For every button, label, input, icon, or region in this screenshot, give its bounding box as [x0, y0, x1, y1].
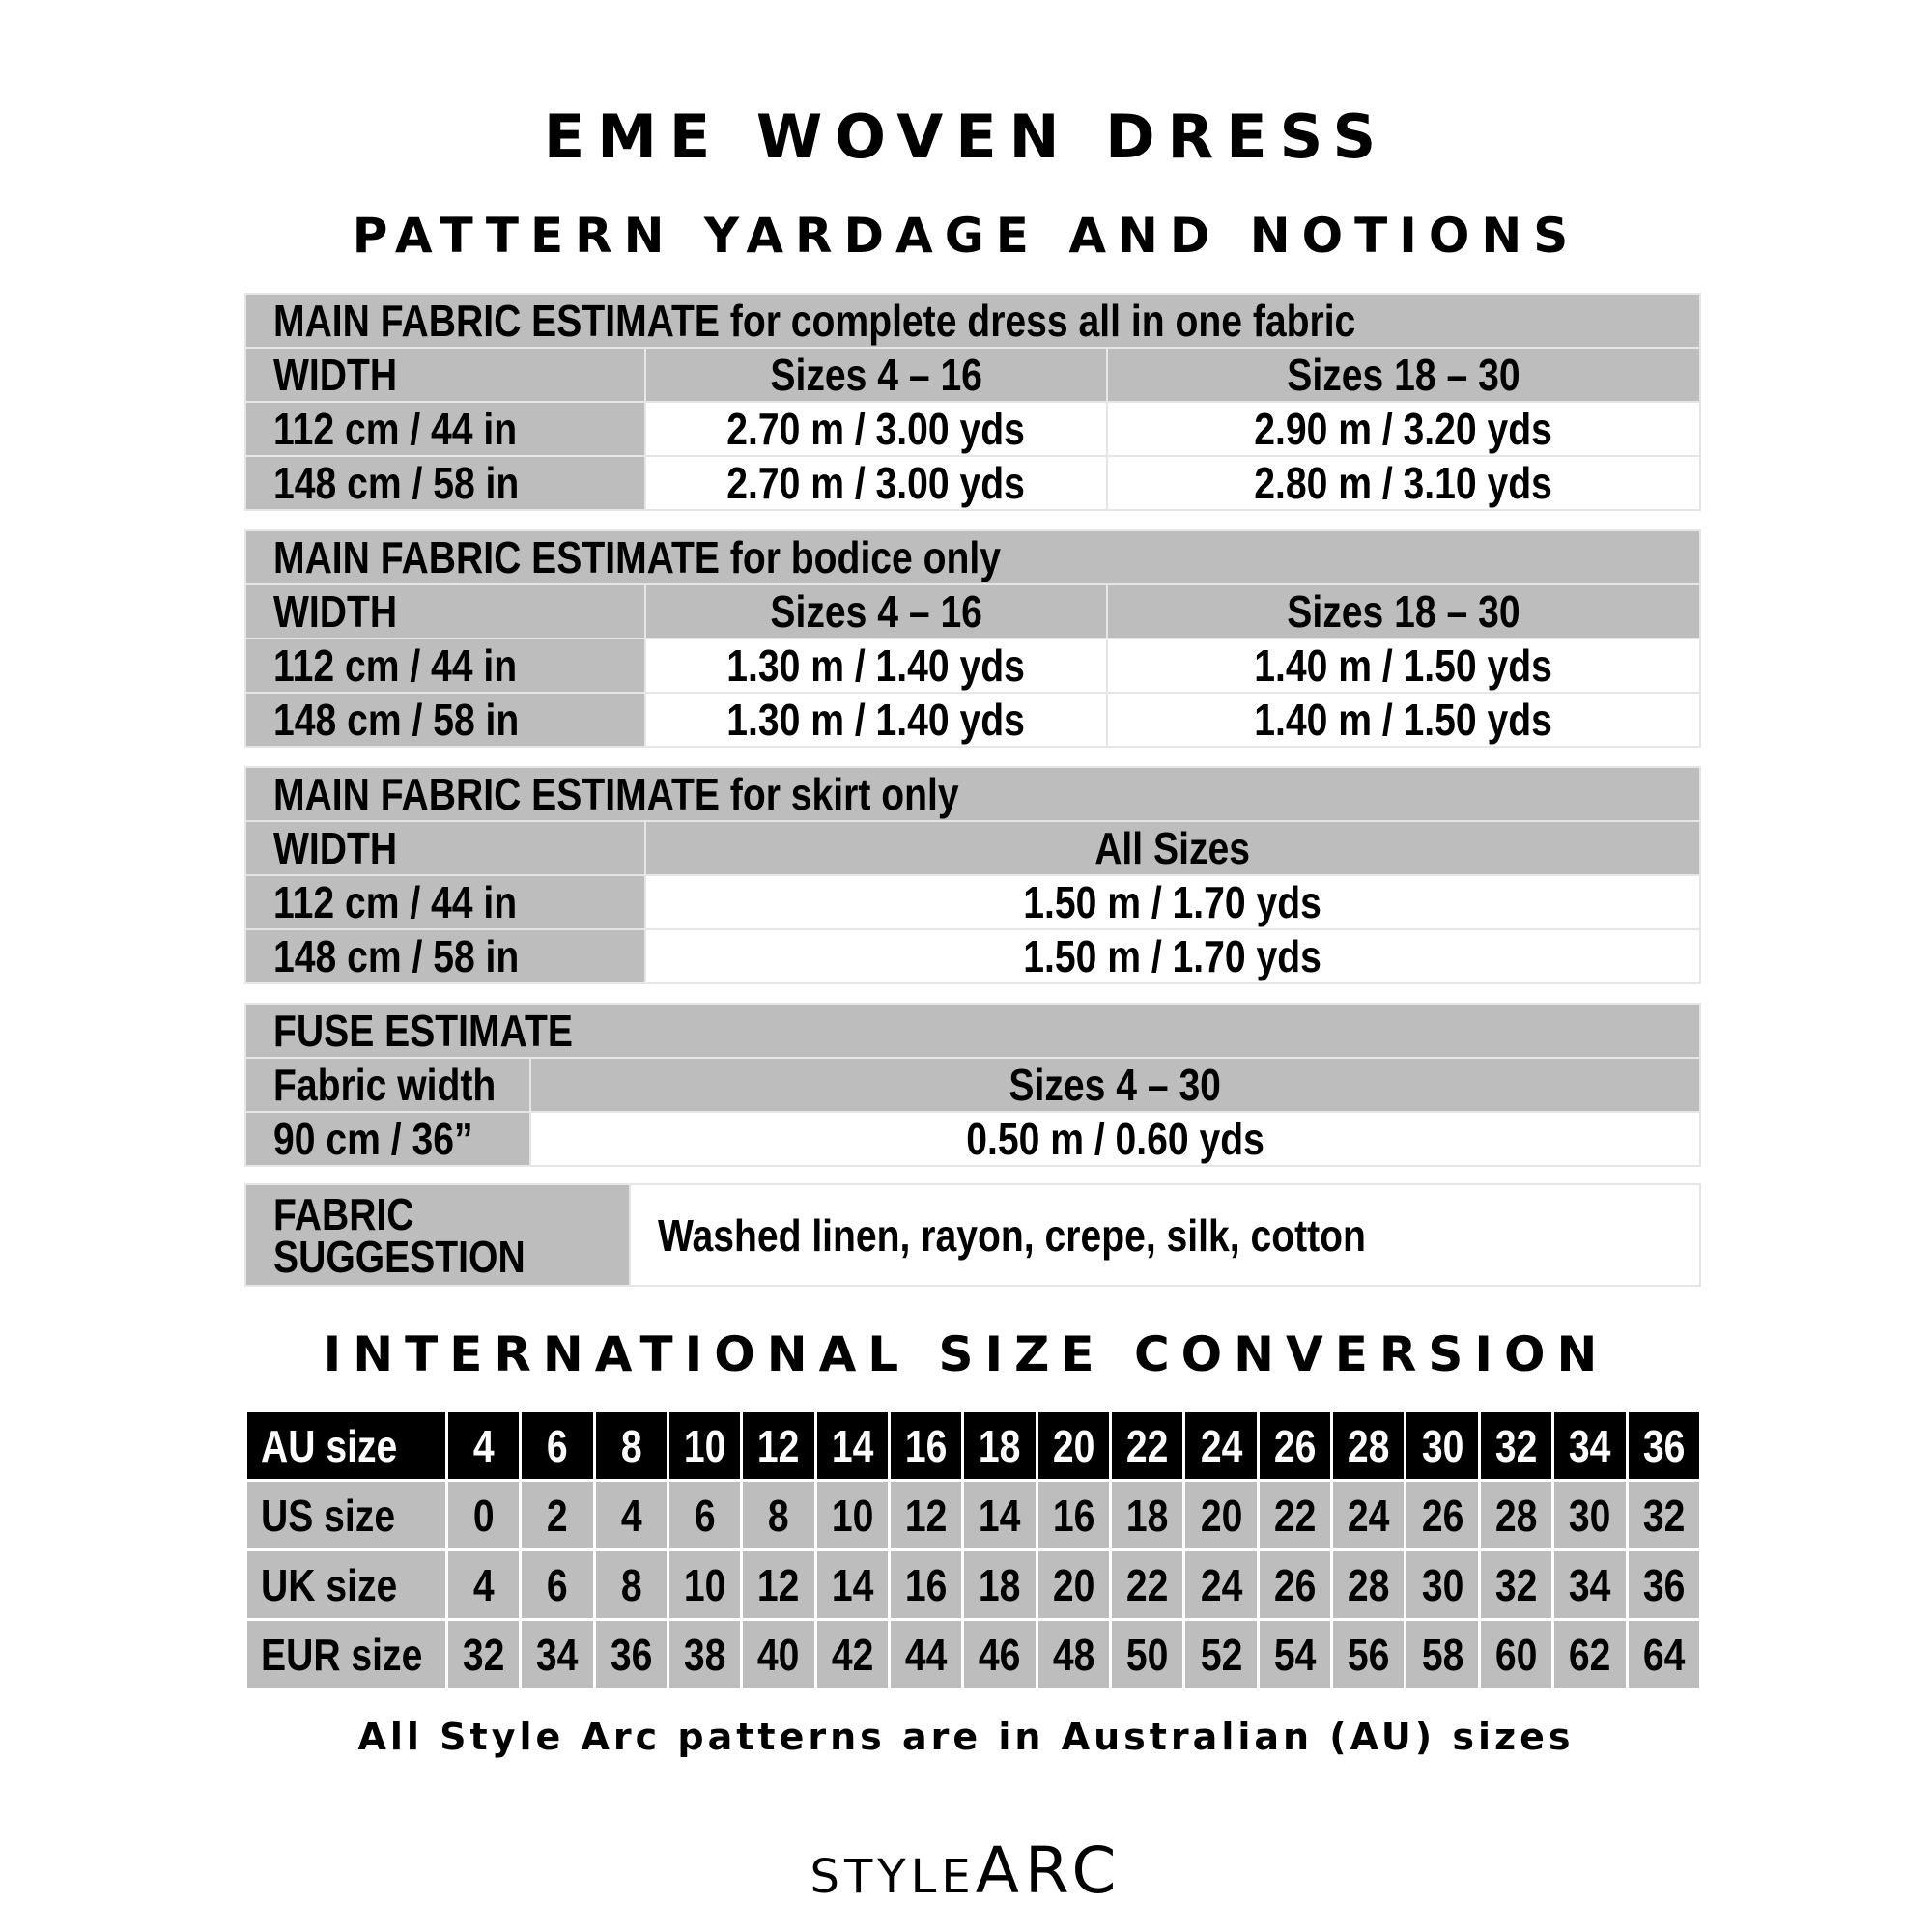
fuse-table [244, 1003, 1701, 1167]
size-conversion-table [244, 1409, 1702, 1690]
size-system-label: UK size [246, 1550, 447, 1620]
size-cell: 24 [1184, 1411, 1258, 1481]
size-range-header: Sizes 4 – 16 [645, 348, 1107, 402]
size-cell: 10 [668, 1411, 742, 1481]
size-cell: 44 [890, 1620, 963, 1690]
size-cell: 16 [890, 1411, 963, 1481]
size-cell: 48 [1037, 1620, 1110, 1690]
size-cell: 60 [1479, 1620, 1552, 1690]
size-cell: 58 [1406, 1620, 1479, 1690]
size-cell: 4 [594, 1481, 668, 1550]
yardage-cell: 0.50 m / 0.60 yds [530, 1112, 1700, 1166]
size-cell: 56 [1332, 1620, 1406, 1690]
yardage-cell: 1.40 m / 1.50 yds [1107, 639, 1700, 693]
page-title: EME WOVEN DRESS [543, 101, 1389, 172]
size-cell: 46 [963, 1620, 1037, 1690]
size-cell: 24 [1184, 1550, 1258, 1620]
size-cell: 16 [1037, 1481, 1110, 1550]
size-cell: 14 [815, 1411, 889, 1481]
size-cell: 34 [1553, 1550, 1627, 1620]
size-cell: 18 [963, 1550, 1037, 1620]
size-cell: 32 [1627, 1481, 1700, 1550]
fabric-suggestion-value: Washed linen, rayon, crepe, silk, cotton [630, 1184, 1700, 1286]
size-cell: 2 [521, 1481, 594, 1550]
size-cell: 12 [742, 1550, 815, 1620]
size-cell: 20 [1037, 1411, 1110, 1481]
size-cell: 22 [1111, 1411, 1184, 1481]
width-column-header: WIDTH [245, 821, 645, 875]
size-cell: 34 [521, 1620, 594, 1690]
size-cell: 20 [1037, 1550, 1110, 1620]
size-cell: 32 [1479, 1411, 1552, 1481]
size-cell: 62 [1553, 1620, 1627, 1690]
yardage-cell: 2.90 m / 3.20 yds [1107, 402, 1700, 456]
size-row [246, 1481, 1701, 1550]
size-cell: 4 [447, 1550, 521, 1620]
size-cell: 30 [1406, 1550, 1479, 1620]
size-cell: 14 [963, 1481, 1037, 1550]
yardage-cell: 1.50 m / 1.70 yds [645, 929, 1700, 983]
size-cell: 52 [1184, 1620, 1258, 1690]
size-system-label: US size [246, 1481, 447, 1550]
size-cell: 38 [668, 1620, 742, 1690]
yardage-cell: 1.40 m / 1.50 yds [1107, 693, 1700, 747]
size-range-header: Sizes 4 – 30 [530, 1058, 1700, 1112]
size-cell: 14 [815, 1550, 889, 1620]
fabric-width-cell: 148 cm / 58 in [245, 456, 645, 510]
table-header: MAIN FABRIC ESTIMATE for complete dress all in one fabric [245, 294, 1700, 348]
size-cell: 28 [1479, 1481, 1552, 1550]
size-cell: 8 [594, 1550, 668, 1620]
skirt-table [244, 766, 1701, 984]
table-header: MAIN FABRIC ESTIMATE for skirt only [245, 767, 1700, 821]
fabric-width-cell: 112 cm / 44 in [245, 639, 645, 693]
yardage-cell: 2.70 m / 3.00 yds [645, 402, 1107, 456]
size-cell: 30 [1406, 1411, 1479, 1481]
size-row [246, 1411, 1701, 1481]
size-cell: 18 [1111, 1481, 1184, 1550]
size-system-label: EUR size [246, 1620, 447, 1690]
section-title-yardage: PATTERN YARDAGE AND NOTIONS [352, 208, 1580, 264]
width-column-header: WIDTH [245, 348, 645, 402]
table-header: FUSE ESTIMATE [245, 1004, 1700, 1058]
size-cell: 26 [1258, 1411, 1331, 1481]
width-column-header: WIDTH [245, 584, 645, 639]
size-cell: 36 [594, 1620, 668, 1690]
size-cell: 16 [890, 1550, 963, 1620]
size-cell: 50 [1111, 1620, 1184, 1690]
size-cell: 12 [742, 1411, 815, 1481]
style-arc-logo: STYLEARC [810, 1833, 1122, 1908]
size-cell: 20 [1184, 1481, 1258, 1550]
size-cell: 4 [447, 1411, 521, 1481]
yardage-cell: 1.30 m / 1.40 yds [645, 693, 1107, 747]
fabric-width-cell: 148 cm / 58 in [245, 929, 645, 983]
size-cell: 42 [815, 1620, 889, 1690]
size-cell: 6 [521, 1550, 594, 1620]
size-cell: 36 [1627, 1411, 1700, 1481]
section-title-size-conversion: INTERNATIONAL SIZE CONVERSION [323, 1326, 1609, 1382]
yardage-cell: 2.80 m / 3.10 yds [1107, 456, 1700, 510]
yardage-cell: 2.70 m / 3.00 yds [645, 456, 1107, 510]
fabric-suggestion-table [244, 1183, 1701, 1287]
size-range-header: Sizes 4 – 16 [645, 584, 1107, 639]
fabric-width-cell: 112 cm / 44 in [245, 402, 645, 456]
size-row [246, 1620, 1701, 1690]
size-cell: 6 [668, 1481, 742, 1550]
size-cell: 36 [1627, 1550, 1700, 1620]
size-range-header: Sizes 18 – 30 [1107, 348, 1700, 402]
complete-dress-table [244, 293, 1701, 511]
size-range-header: All Sizes [645, 821, 1700, 875]
size-range-header: Sizes 18 – 30 [1107, 584, 1700, 639]
size-cell: 10 [668, 1550, 742, 1620]
size-cell: 8 [742, 1481, 815, 1550]
size-cell: 28 [1332, 1550, 1406, 1620]
yardage-cell: 1.30 m / 1.40 yds [645, 639, 1107, 693]
bodice-table [244, 529, 1701, 748]
size-cell: 6 [521, 1411, 594, 1481]
footnote: All Style Arc patterns are in Australian (AU) sizes [357, 1716, 1575, 1758]
size-cell: 18 [963, 1411, 1037, 1481]
size-cell: 22 [1258, 1481, 1331, 1550]
fabric-width-cell: 90 cm / 36” [245, 1112, 530, 1166]
size-cell: 10 [815, 1481, 889, 1550]
size-cell: 30 [1553, 1481, 1627, 1550]
size-cell: 22 [1111, 1550, 1184, 1620]
size-cell: 0 [447, 1481, 521, 1550]
size-cell: 40 [742, 1620, 815, 1690]
table-header: MAIN FABRIC ESTIMATE for bodice only [245, 530, 1700, 584]
size-cell: 34 [1553, 1411, 1627, 1481]
size-cell: 26 [1406, 1481, 1479, 1550]
size-cell: 26 [1258, 1550, 1331, 1620]
size-cell: 8 [594, 1411, 668, 1481]
size-cell: 32 [447, 1620, 521, 1690]
size-system-label: AU size [246, 1411, 447, 1481]
size-cell: 12 [890, 1481, 963, 1550]
fabric-suggestion-label: FABRIC SUGGESTION [245, 1184, 630, 1286]
yardage-cell: 1.50 m / 1.70 yds [645, 875, 1700, 929]
size-cell: 54 [1258, 1620, 1331, 1690]
size-row [246, 1550, 1701, 1620]
size-cell: 24 [1332, 1481, 1406, 1550]
fabric-width-cell: 112 cm / 44 in [245, 875, 645, 929]
width-column-header: Fabric width [245, 1058, 530, 1112]
size-cell: 64 [1627, 1620, 1700, 1690]
size-cell: 32 [1479, 1550, 1552, 1620]
size-cell: 28 [1332, 1411, 1406, 1481]
fabric-width-cell: 148 cm / 58 in [245, 693, 645, 747]
